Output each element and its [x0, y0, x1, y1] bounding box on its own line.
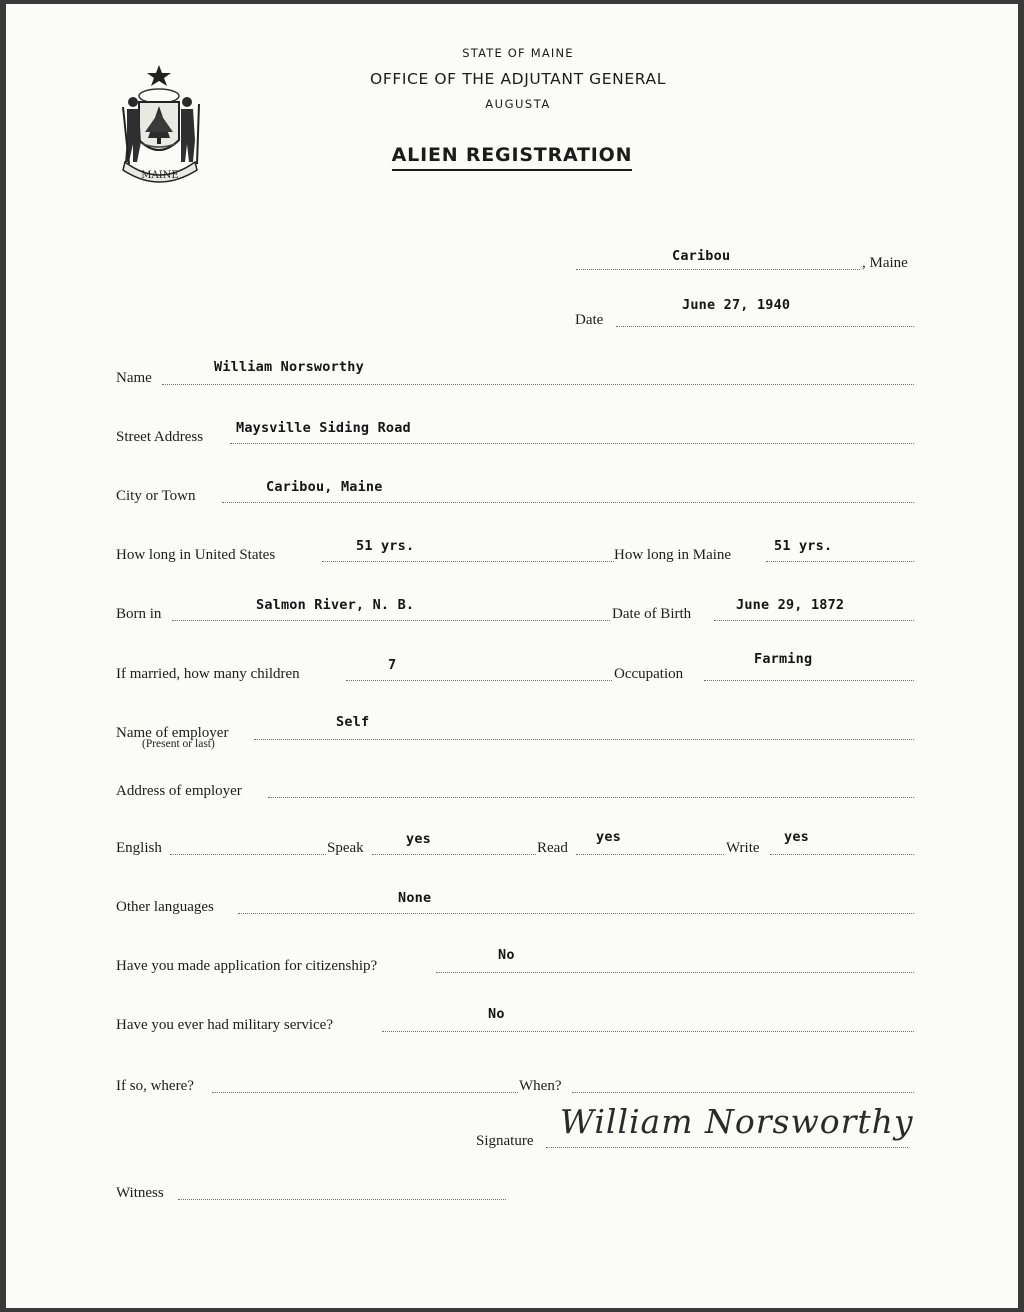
born-in-value[interactable]: Salmon River, N. B. — [256, 597, 415, 613]
children-label: If married, how many children — [116, 666, 300, 682]
maine-years-label: How long in Maine — [614, 547, 732, 563]
seal-motto-text: MAINE — [141, 170, 179, 181]
form-title: ALIEN REGISTRATION — [6, 144, 1018, 171]
state-heading: STATE OF MAINE — [462, 46, 574, 60]
birth-row — [116, 597, 914, 623]
city-row — [116, 479, 914, 505]
speak-label: Speak — [327, 840, 364, 856]
occupation-label: Occupation — [614, 666, 684, 682]
employer-label: Name of employer — [116, 725, 229, 741]
military-value[interactable]: No — [488, 1006, 505, 1022]
location-row — [116, 250, 914, 272]
employer-address-row — [116, 778, 914, 800]
read-label: Read — [537, 840, 568, 856]
english-label: English — [116, 840, 162, 856]
where-label: If so, where? — [116, 1078, 194, 1094]
date-value[interactable]: June 27, 1940 — [682, 297, 791, 313]
employer-value[interactable]: Self — [336, 714, 370, 730]
citizenship-row — [116, 947, 914, 975]
street-row — [116, 420, 914, 446]
dob-label: Date of Birth — [612, 606, 692, 622]
us-years-value[interactable]: 51 yrs. — [356, 538, 415, 554]
citizenship-value[interactable]: No — [498, 947, 515, 963]
military-row — [116, 1006, 914, 1034]
signature-label: Signature — [476, 1133, 534, 1149]
when-label: When? — [519, 1078, 562, 1094]
other-languages-value[interactable]: None — [398, 890, 432, 906]
military-label: Have you ever had military service? — [116, 1017, 333, 1033]
street-value[interactable]: Maysville Siding Road — [236, 420, 411, 436]
city-heading: AUGUSTA — [485, 97, 551, 111]
location-suffix: , Maine — [862, 255, 908, 271]
other-languages-label: Other languages — [116, 899, 214, 915]
registration-form — [6, 4, 1018, 1308]
date-row — [116, 297, 914, 329]
name-row — [116, 359, 914, 387]
write-value[interactable]: yes — [784, 829, 809, 845]
signature-row — [116, 1102, 914, 1150]
dob-value[interactable]: June 29, 1872 — [736, 597, 845, 613]
name-value[interactable]: William Norsworthy — [214, 359, 364, 375]
office-heading: OFFICE OF THE ADJUTANT GENERAL — [370, 70, 666, 88]
english-row — [116, 829, 914, 857]
occupation-value[interactable]: Farming — [754, 651, 813, 667]
location-value[interactable]: Caribou — [672, 248, 731, 264]
witness-row — [116, 1180, 914, 1202]
witness-label: Witness — [116, 1185, 164, 1201]
born-in-label: Born in — [116, 606, 162, 622]
family-occupation-row — [116, 651, 914, 683]
maine-years-value[interactable]: 51 yrs. — [774, 538, 833, 554]
children-value[interactable]: 7 — [388, 657, 397, 673]
write-label: Write — [726, 840, 760, 856]
citizenship-label: Have you made application for citizenship? — [116, 958, 378, 974]
city-value[interactable]: Caribou, Maine — [266, 479, 383, 495]
us-years-label: How long in United States — [116, 547, 276, 563]
signature-value[interactable]: William Norsworthy — [560, 1102, 914, 1141]
employer-row — [116, 714, 914, 750]
name-label: Name — [116, 370, 152, 386]
city-label: City or Town — [116, 488, 196, 504]
read-value[interactable]: yes — [596, 829, 621, 845]
employer-address-label: Address of employer — [116, 783, 242, 799]
employer-sublabel: (Present or last) — [142, 738, 215, 750]
street-label: Street Address — [116, 429, 204, 445]
date-label: Date — [575, 312, 604, 328]
service-where-when-row — [116, 1073, 914, 1095]
other-languages-row — [116, 890, 914, 916]
residence-duration-row — [116, 538, 914, 564]
speak-value[interactable]: yes — [406, 831, 431, 847]
